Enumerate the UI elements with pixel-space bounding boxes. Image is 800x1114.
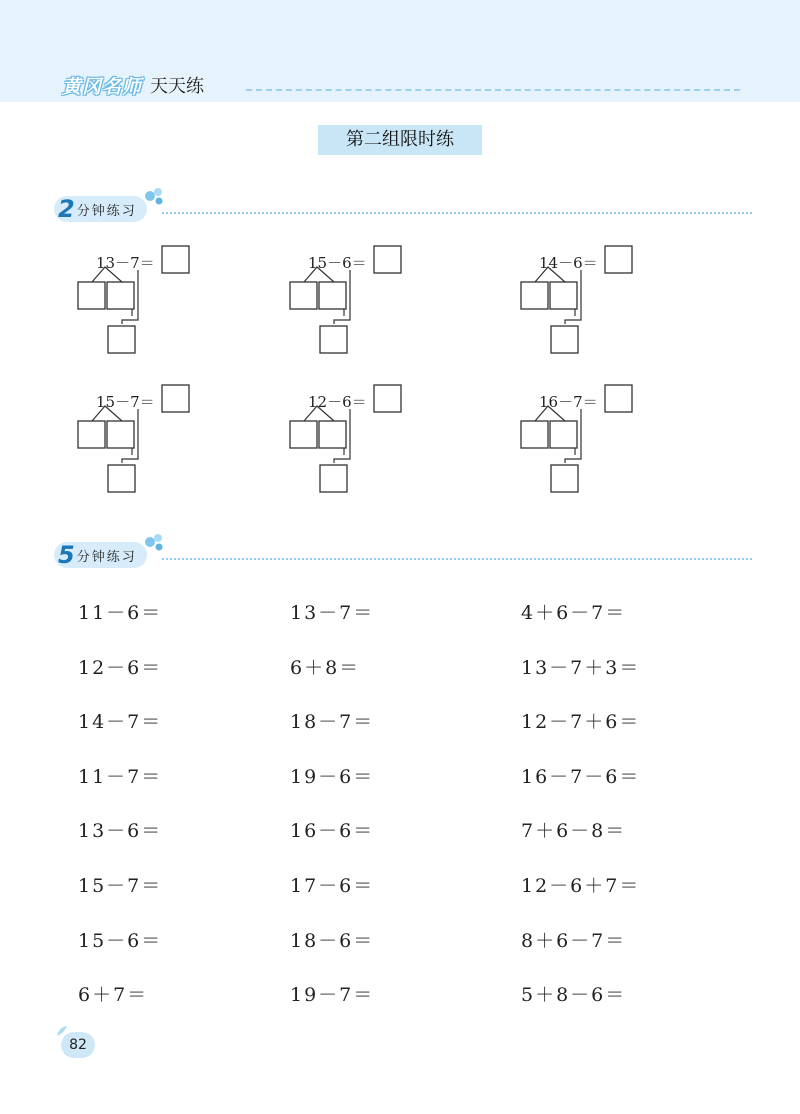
result-box[interactable] [551,326,578,353]
exercise-expression: 15－7＝ [78,875,163,897]
equation-text: 16－7＝ [539,393,598,411]
exercise-expression: 13－7＝ [290,602,375,624]
decomposition-problem [78,246,218,366]
exercise-expression: 11－6＝ [78,602,163,624]
result-box[interactable] [108,326,135,353]
exercise-expression: 8＋6－7＝ [521,930,627,952]
split-lines [304,267,334,282]
split-lines [535,267,565,282]
decomposition-diagram [78,385,198,497]
section-dotted-line [162,212,752,214]
exercise-expression: 5＋8－6＝ [521,984,627,1006]
result-box[interactable] [108,465,135,492]
answer-box[interactable] [374,385,401,412]
bubbles-icon [142,186,166,208]
exercise-expression: 7＋6－8＝ [521,820,627,842]
exercise-expression: 12－6＋7＝ [521,875,641,897]
decompose-box-right[interactable] [550,282,577,309]
decompose-box-right[interactable] [550,421,577,448]
result-box[interactable] [320,326,347,353]
split-lines [92,267,122,282]
decompose-box-right[interactable] [319,282,346,309]
section-label: 分钟练习 [76,549,137,565]
page-number-badge [55,1024,97,1064]
section-dotted-line [162,558,752,560]
section-number: 2 [58,195,75,223]
section-header-5min [54,540,754,572]
page-title: 第二组限时练 [318,125,482,155]
equation-text: 15－7＝ [96,393,155,411]
split-lines [304,406,334,421]
exercise-expression: 12－6＝ [78,657,163,679]
section-label: 分钟练习 [76,203,137,219]
equation-text: 12－6＝ [308,393,367,411]
answer-box[interactable] [162,246,189,273]
decomposition-diagram [78,246,198,358]
exercise-expression: 6＋7＝ [78,984,149,1006]
exercise-expression: 11－7＝ [78,766,163,788]
exercise-expression: 16－7－6＝ [521,766,641,788]
result-box[interactable] [551,465,578,492]
page-number: 82 [61,1032,95,1058]
decompose-box-left[interactable] [521,282,548,309]
decomposition-diagram [521,385,641,497]
exercise-expression: 19－7＝ [290,984,375,1006]
exercise-expression: 14－7＝ [78,711,163,733]
decomposition-problem [521,246,661,366]
answer-box[interactable] [605,385,632,412]
decomposition-problem [290,246,430,366]
decomposition-problem [78,385,218,505]
exercise-expression: 17－6＝ [290,875,375,897]
decompose-box-left[interactable] [78,421,105,448]
section-header-2min [54,194,754,226]
exercise-expression: 19－6＝ [290,766,375,788]
decomposition-diagram [290,246,410,358]
split-lines [535,406,565,421]
equation-text: 13－7＝ [96,254,155,272]
exercise-expression: 13－7＋3＝ [521,657,641,679]
decomposition-problem [521,385,661,505]
exercise-expression: 13－6＝ [78,820,163,842]
exercise-expression: 18－7＝ [290,711,375,733]
brand [62,72,204,98]
decomposition-diagram [521,246,641,358]
decompose-box-left[interactable] [78,282,105,309]
section-number: 5 [58,541,75,569]
answer-box[interactable] [374,246,401,273]
decompose-box-right[interactable] [319,421,346,448]
section-badge [54,542,147,568]
equation-text: 14－6＝ [539,254,598,272]
brand-subtitle: 天天练 [150,76,205,97]
answer-box[interactable] [162,385,189,412]
decompose-box-right[interactable] [107,282,134,309]
answer-box[interactable] [605,246,632,273]
header-dashed-line [246,89,740,91]
bubbles-icon [142,532,166,554]
exercise-expression: 12－7＋6＝ [521,711,641,733]
decompose-box-left[interactable] [521,421,548,448]
exercise-expression: 18－6＝ [290,930,375,952]
exercise-expression: 15－6＝ [78,930,163,952]
brand-logo: 黄冈名师 [62,75,143,98]
decompose-box-left[interactable] [290,421,317,448]
exercise-expression: 16－6＝ [290,820,375,842]
decomposition-problem [290,385,430,505]
decomposition-diagram [290,385,410,497]
section-badge [54,196,147,222]
split-lines [92,406,122,421]
exercise-expression: 6＋8＝ [290,657,361,679]
decompose-box-right[interactable] [107,421,134,448]
result-box[interactable] [320,465,347,492]
exercise-expression: 4＋6－7＝ [521,602,627,624]
equation-text: 15－6＝ [308,254,367,272]
decompose-box-left[interactable] [290,282,317,309]
